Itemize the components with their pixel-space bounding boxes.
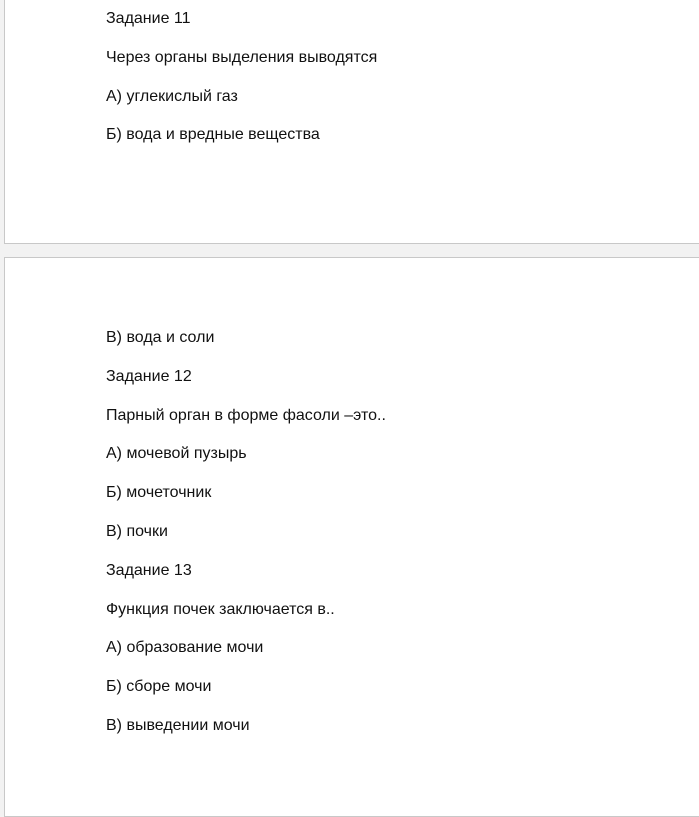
answer-option: А) образование мочи [106, 639, 264, 657]
question-text: Через органы выделения выводятся [106, 48, 378, 66]
answer-option: В) вода и соли [106, 329, 215, 346]
answer-option: Б) вода и вредные вещества [106, 126, 320, 144]
answer-option: А) мочевой пузырь [106, 445, 247, 463]
document-page-2 [4, 257, 699, 817]
task-heading: Задание 11 [106, 10, 191, 27]
document-page-1 [4, 0, 699, 244]
answer-option: Б) сборе мочи [106, 678, 212, 696]
task-heading: Задание 12 [106, 367, 192, 385]
task-heading: Задание 13 [106, 561, 192, 579]
answer-option: А) углекислый газ [106, 87, 238, 105]
answer-option: В) почки [106, 523, 168, 540]
answer-option: В) выведении мочи [106, 717, 250, 734]
answer-option: Б) мочеточник [106, 484, 212, 502]
question-text: Функция почек заключается в.. [106, 600, 335, 618]
question-text: Парный орган в форме фасоли –это.. [106, 406, 386, 424]
